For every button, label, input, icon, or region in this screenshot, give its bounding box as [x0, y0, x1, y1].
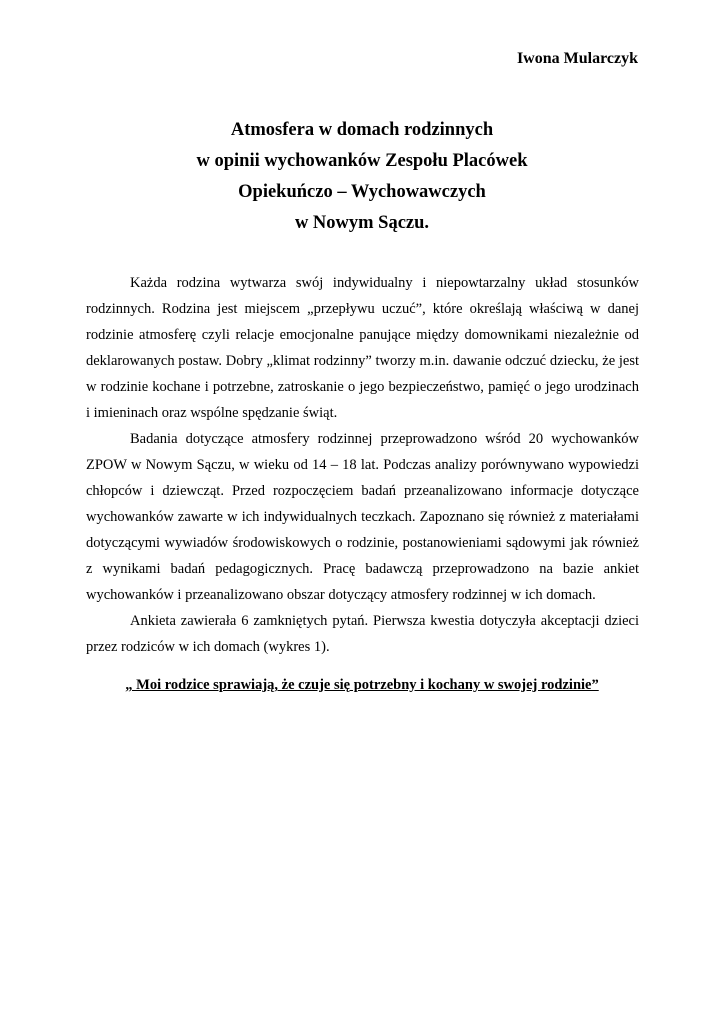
title-line: Atmosfera w domach rodzinnych: [230, 120, 494, 140]
title-line: Opiekuńczo – Wychowawczych: [238, 182, 486, 202]
title-line: w Nowym Sączu.: [294, 213, 430, 233]
author-name: Iwona Mularczyk: [516, 50, 638, 67]
chart-caption: „ Moi rodzice sprawiają, że czuje się potrzebny i kochany w swojej rodzinie”: [125, 677, 599, 693]
body-text: [86, 270, 639, 660]
title-line: w opinii wychowanków Zespołu Placówek: [196, 151, 528, 171]
paragraph: Każda rodzina wytwarza swój indywidualny i niepowtarzalny układ stosunków rodzinnych. Rodzina jest miejscem „przepływu uczuć”, które określają właściwą w danej rodzinie atmosferę czyli relacje emocjonalne panujące między domownikami niezależnie od deklarowanych postaw. Dobry „klimat rodzinny” tworzy m.in. dawanie odczuć dziecku, że jest w rodzinie kochane i potrzebne, zatroskanie o jego bezpieczeństwo, pamięć o jego urodzinach i imieninach oraz wspólne spędzanie świąt.: [86, 275, 639, 421]
paragraph: Badania dotyczące atmosfery rodzinnej przeprowadzono wśród 20 wychowanków ZPOW w Nowym Sączu, w wieku od 14 – 18 lat. Podczas analizy porównywano wypowiedzi chłopców i dziewcząt. Przed rozpoczęciem badań przeanalizowano informacje dotyczące wychowanków zawarte w ich indywidualnych teczkach. Zapoznano się również z materiałami dotyczącymi wywiadów środowiskowych o rodzinie, postanowieniami sądowymi jak również z wynikami badań pedagogicznych. Pracę badawczą przeprowadzono na bazie ankiet wychowanków i przeanalizowano obszar dotyczący atmosfery rodzinnej w ich domach.: [86, 431, 639, 603]
document-title: [0, 115, 724, 239]
paragraph: Ankieta zawierała 6 zamkniętych pytań. Pierwsza kwestia dotyczyła akceptacji dzieci przez rodziców w ich domach (wykres 1).: [86, 613, 639, 655]
